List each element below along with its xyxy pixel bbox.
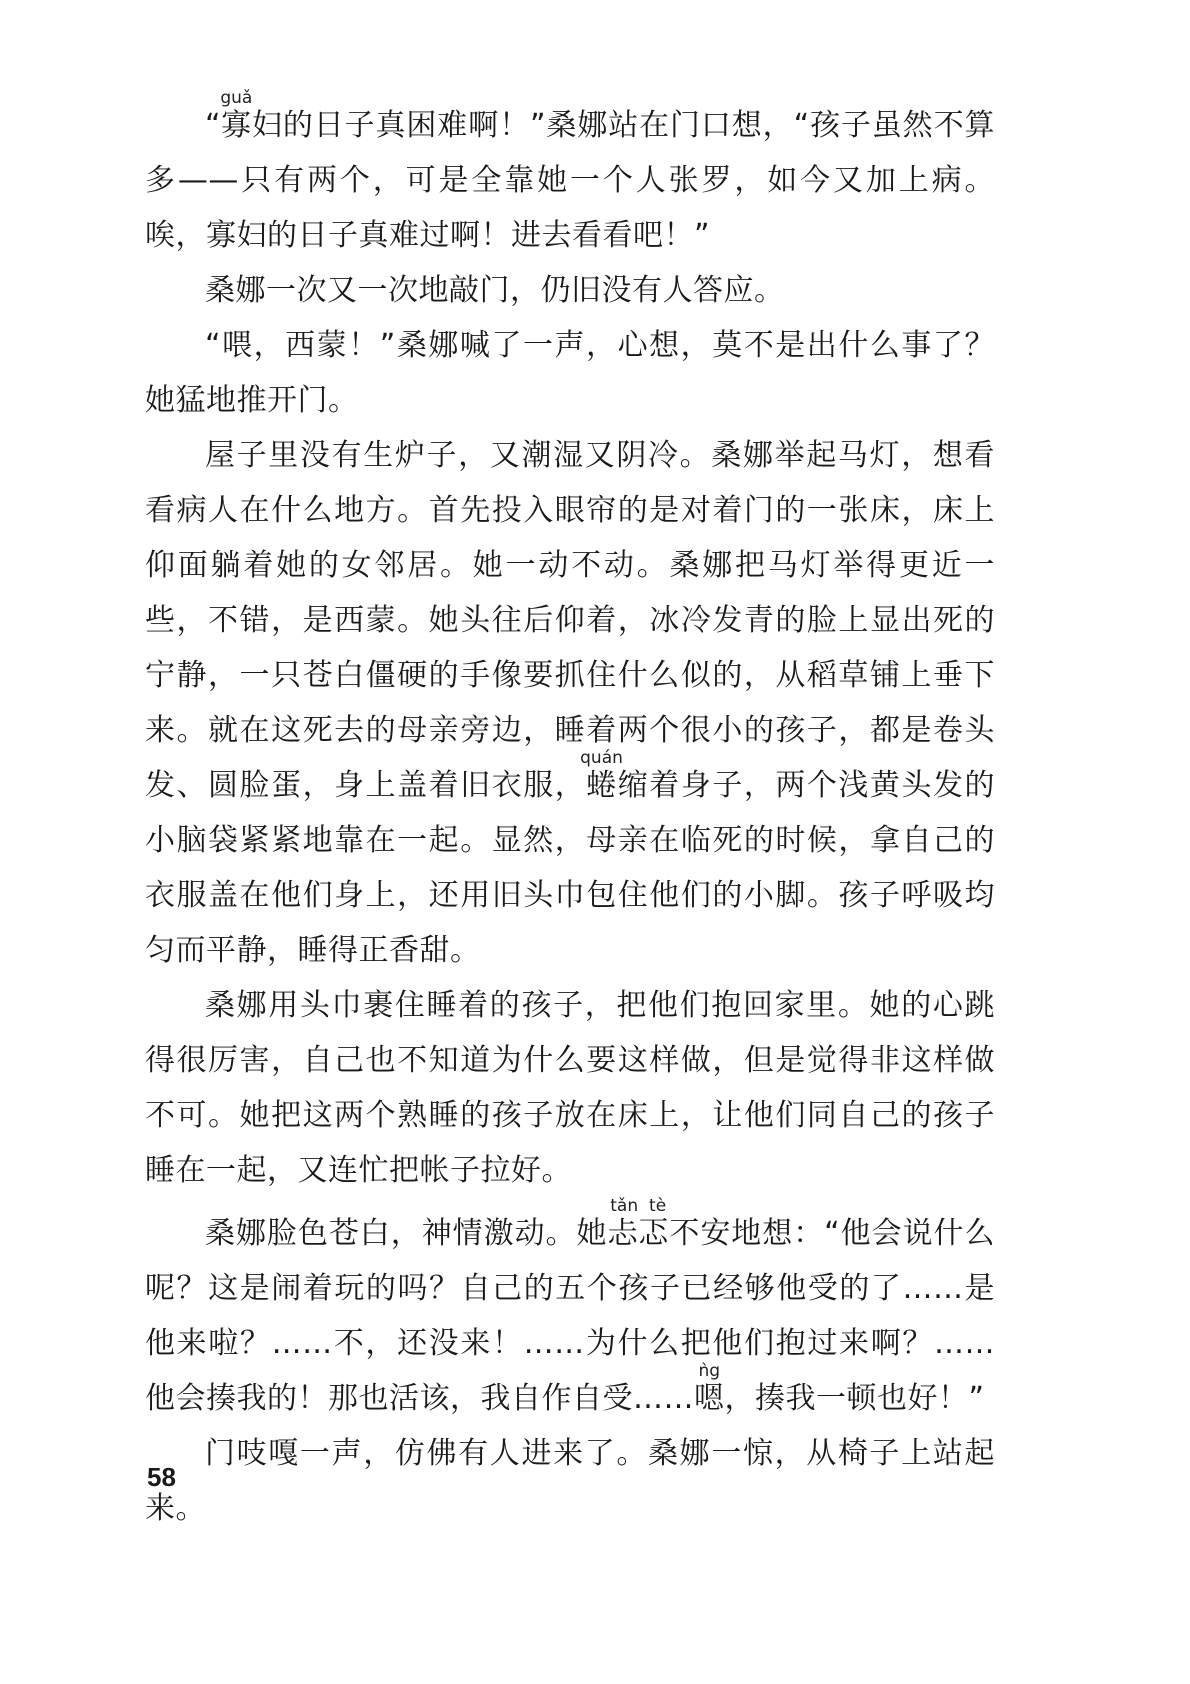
text-segment: ，揍我一顿也好！” <box>724 1381 985 1416</box>
text-segment: 桑娜一次又一次地敲门，仍旧没有人答应。 <box>205 273 785 308</box>
ruby-base: 嗯 <box>694 1381 725 1416</box>
paragraph-1 <box>145 90 995 263</box>
text-segment: 妇的日子真困难啊！”桑娜站在门口想，“孩子虽然不算多——只有两个，可是全靠她一个人张罗，如今又加上病。唉，寡妇的日子真难过啊！进去看看吧！” <box>145 108 995 253</box>
ruby-annotation <box>607 1196 670 1251</box>
paragraph-6 <box>145 1198 995 1426</box>
ruby-base: 寡 <box>220 108 253 143</box>
paragraph-7 <box>145 1426 995 1536</box>
text-segment: 不安地想：“他会说什么呢？这是闹着玩的吗？自己的五个孩子已经够他受的了……是他来啦？……不，还没来！……为什么把他们抱过来啊？……他会揍我的！那也活该，我自作自受…… <box>145 1216 996 1416</box>
pinyin: tǎn tè <box>607 1196 669 1216</box>
text-segment: 屋子里没有生炉子，又潮湿又阴冷。桑娜举起马灯，想看看病人在什么地方。首先投入眼帘的是对着门的一张床，床上仰面躺着她的女邻居。她一动不动。桑娜把马灯举得更近一些，不错，是西蒙。她头往后仰着，冰冷发青的脸上显出死的宁静，一只苍白僵硬的手像要抓住什么似的，从稻草铺上垂下来。就在这死去的母亲旁边，睡着两个很小的孩子，都是卷头发、圆脸蛋，身上盖着旧衣服， <box>145 438 995 803</box>
pinyin: guǎ <box>220 88 253 108</box>
ruby-base: 蜷 <box>580 768 623 803</box>
text-segment: 桑娜用头巾裹住睡着的孩子，把他们抱回家里。她的心跳得很厉害，自己也不知道为什么要这样做，但是觉得非这样做不可。她把这两个熟睡的孩子放在床上，让他们同自己的孩子睡在一起，又连忙把帐子拉好。 <box>145 988 995 1188</box>
page-body <box>145 90 995 1536</box>
text-segment: “喂，西蒙！”桑娜喊了一声，心想，莫不是出什么事了？她猛地推开门。 <box>145 328 995 418</box>
ruby-base: 忐忑 <box>607 1216 670 1251</box>
paragraph-2 <box>145 263 995 318</box>
ruby-annotation <box>220 88 253 143</box>
page-number: 58 <box>147 1462 176 1492</box>
paragraph-5 <box>145 978 995 1198</box>
pinyin: ǹg <box>694 1361 725 1381</box>
paragraph-3 <box>145 318 995 428</box>
ruby-annotation <box>694 1361 725 1416</box>
text-segment: 门吱嘎一声，仿佛有人进来了。桑娜一惊，从椅子上站起来。 <box>145 1436 995 1526</box>
text-segment: “ <box>205 108 222 143</box>
ruby-annotation <box>580 748 623 803</box>
text-segment: 缩着身子，两个浅黄头发的小脑袋紧紧地靠在一起。显然，母亲在临死的时候，拿自己的衣服盖在他们身上，还用旧头巾包住他们的小脚。孩子呼吸均匀而平静，睡得正香甜。 <box>145 768 995 968</box>
text-segment: 桑娜脸色苍白，神情激动。她 <box>205 1216 608 1251</box>
pinyin: quán <box>580 748 623 768</box>
paragraph-4 <box>145 428 995 978</box>
